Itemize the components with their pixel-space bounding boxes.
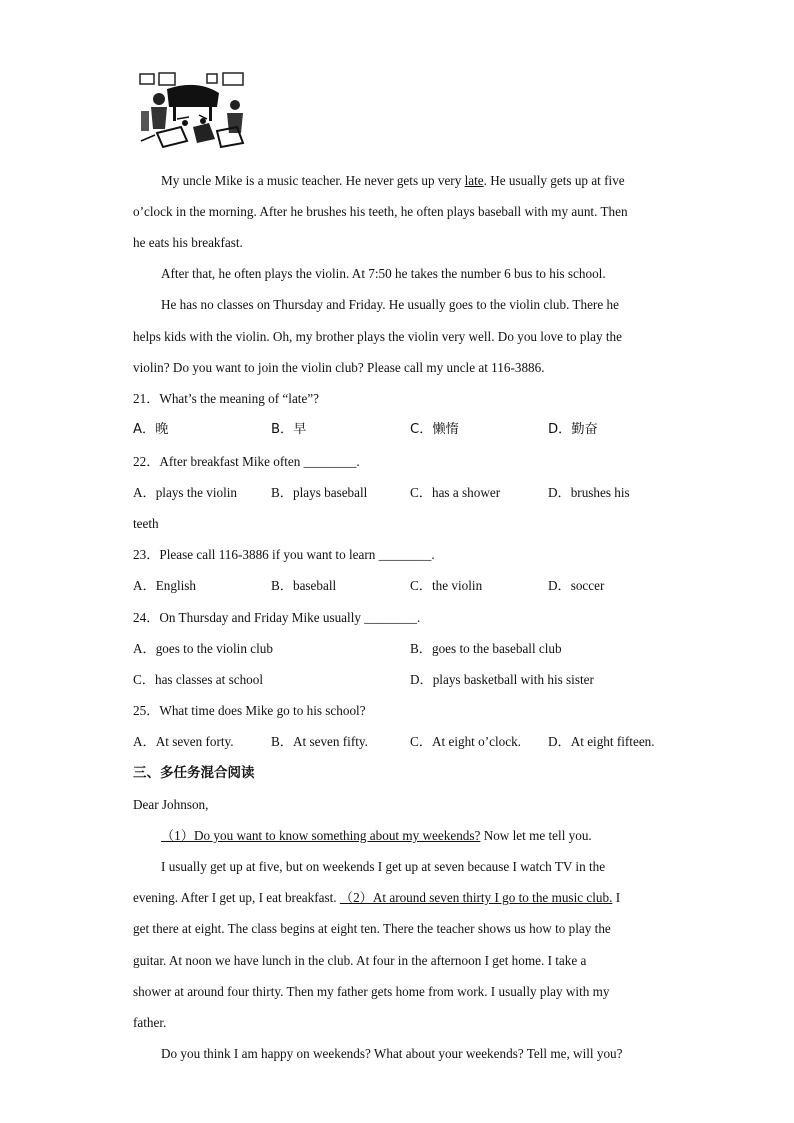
q24-option-d[interactable]: D．plays basketball with his sister — [410, 672, 594, 687]
q25-option-d[interactable]: D．At eight fifteen. — [548, 734, 655, 749]
q24-option-b[interactable]: B．goes to the baseball club — [410, 641, 562, 656]
question-23-stem: 23．Please call 116-3886 if you want to learn ________. — [133, 547, 435, 562]
passage-text: . He usually gets up at five — [483, 173, 625, 188]
letter-paragraph2-line6: father. — [133, 1015, 167, 1030]
passage1-paragraph2: After that, he often plays the violin. At 7:50 he takes the number 6 bus to his school. — [161, 266, 606, 281]
q23-option-d[interactable]: D．soccer — [548, 578, 605, 593]
q21-option-b[interactable]: B．早 — [271, 422, 307, 437]
underlined-sentence-1: （1）Do you want to know something about my weekends? — [161, 828, 481, 843]
question-21-stem: 21．What’s the meaning of “late”? — [133, 391, 320, 406]
q22-option-d-wrap: teeth — [133, 516, 159, 531]
passage1-paragraph3-line1: He has no classes on Thursday and Friday. He usually goes to the violin club. There he — [161, 297, 619, 312]
q23-option-b[interactable]: B．baseball — [271, 578, 337, 593]
letter-paragraph2-line2 — [133, 889, 620, 907]
letter-text: Now let me tell you. — [480, 828, 592, 843]
letter-text: I — [612, 890, 621, 905]
q21-option-a[interactable]: A．晚 — [133, 422, 169, 437]
letter-text: evening. After I get up, I eat breakfast. — [133, 890, 340, 905]
passage1-paragraph3-line2: helps kids with the violin. Oh, my brother plays the violin very well. Do you love to play the — [133, 329, 622, 344]
passage-text: My uncle Mike is a music teacher. He never gets up very — [161, 173, 465, 188]
q25-option-b[interactable]: B．At seven fifty. — [271, 734, 368, 749]
passage1-paragraph3-line3: violin? Do you want to join the violin club? Please call my uncle at 116-3886. — [133, 360, 545, 375]
underlined-sentence-2: （2）At around seven thirty I go to the music club. — [339, 890, 613, 905]
q25-option-a[interactable]: A．At seven forty. — [133, 734, 234, 749]
q21-option-c[interactable]: C．懒惰 — [410, 422, 459, 437]
q22-option-a[interactable]: A．plays the violin — [133, 485, 238, 500]
q24-option-a[interactable]: A．goes to the violin club — [133, 641, 273, 656]
passage1-line3: he eats his breakfast. — [133, 235, 243, 250]
q22-option-d[interactable]: D．brushes his — [548, 485, 630, 500]
letter-paragraph2-line4: guitar. At noon we have lunch in the club. At four in the afternoon I get home. I take a — [133, 953, 587, 968]
question-24-stem: 24．On Thursday and Friday Mike usually ________. — [133, 610, 421, 625]
letter-paragraph2-line1: I usually get up at five, but on weekends I get up at seven because I watch TV in the — [161, 859, 606, 874]
q22-option-b[interactable]: B．plays baseball — [271, 485, 368, 500]
q25-option-c[interactable]: C．At eight o’clock. — [410, 734, 521, 749]
q21-option-d[interactable]: D．勤奋 — [548, 422, 598, 437]
letter-paragraph2-line5: shower at around four thirty. Then my father gets home from work. I usually play with my — [133, 984, 610, 999]
passage1-line1 — [161, 172, 625, 190]
question-25-stem: 25．What time does Mike go to his school? — [133, 703, 366, 718]
letter-salutation: Dear Johnson, — [133, 797, 209, 812]
letter-paragraph1 — [161, 827, 592, 845]
letter-paragraph2-line3: get there at eight. The class begins at eight ten. There the teacher shows us how to play the — [133, 921, 611, 936]
q23-option-a[interactable]: A．English — [133, 578, 197, 593]
q24-option-c[interactable]: C．has classes at school — [133, 672, 264, 687]
section-heading: 三、多任务混合阅读 — [133, 765, 255, 781]
passage1-line2: o’clock in the morning. After he brushes his teeth, he often plays baseball with my aunt. Then — [133, 204, 628, 219]
q23-option-c[interactable]: C．the violin — [410, 578, 483, 593]
underlined-word-late: late — [464, 173, 484, 188]
question-22-stem: 22．After breakfast Mike often ________. — [133, 454, 360, 469]
q22-option-c[interactable]: C．has a shower — [410, 485, 501, 500]
letter-paragraph3: Do you think I am happy on weekends? What about your weekends? Tell me, will you? — [161, 1046, 623, 1061]
music-room-illustration — [137, 71, 250, 149]
